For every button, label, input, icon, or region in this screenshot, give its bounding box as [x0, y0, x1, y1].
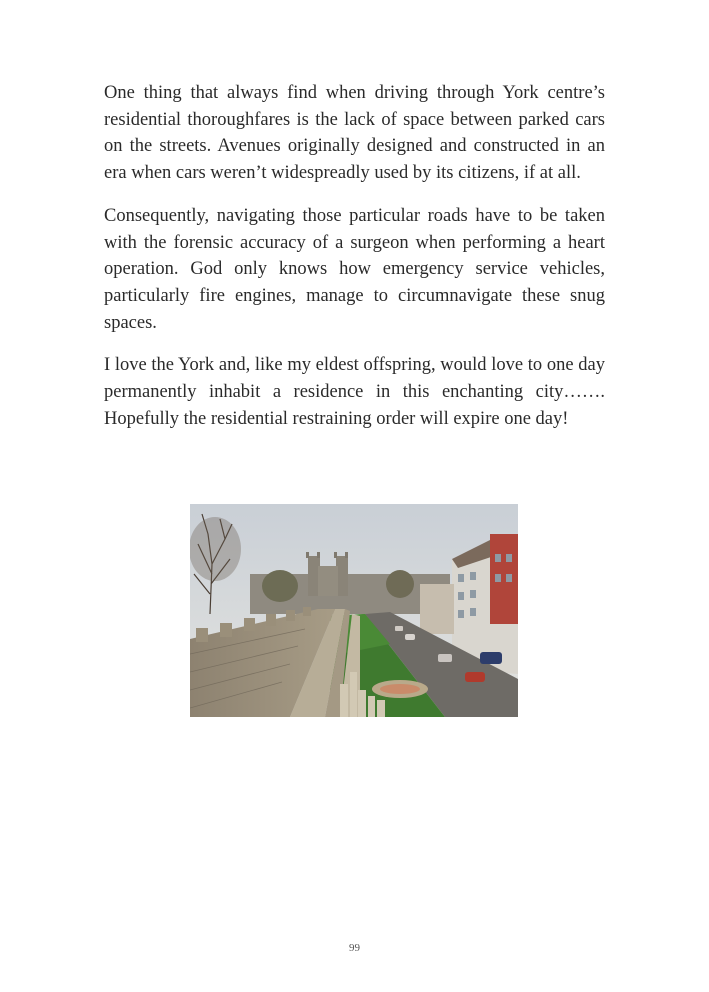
- body-text: [104, 80, 605, 448]
- paragraph-1: One thing that always find when driving through York centre’s residential thoroughfares is the lack of space between parked cars on the streets. Avenues originally designed and constructed in an era when cars weren’t widespreadly used by its citizens, if at all.: [104, 83, 605, 184]
- paragraph-3: I love the York and, like my eldest offspring, would love to one day permanently inhabit a residence in this enchanting city……. Hopefully the residential restraining order will expire one day!: [104, 355, 605, 429]
- york-city-wall-photo: [190, 504, 518, 717]
- paragraph-2: Consequently, navigating those particular roads have to be taken with the forensic accuracy of a surgeon when performing a heart operation. God only knows how emergency service vehicles, particularly fire engines, manage to circumnavigate these snug spaces.: [104, 205, 605, 333]
- page-number: 99: [349, 942, 360, 954]
